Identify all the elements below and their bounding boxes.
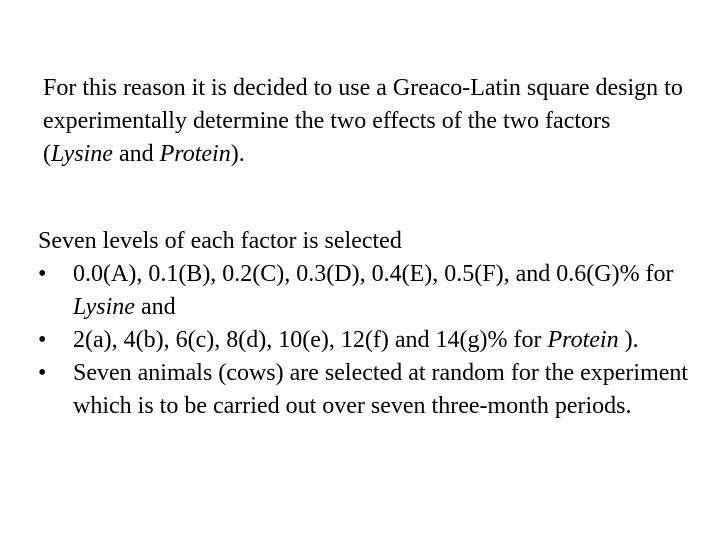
list-item-tail: ). — [618, 327, 639, 353]
list-item-lysine-levels — [38, 258, 698, 324]
bullet-icon: • — [38, 360, 47, 386]
list-item-text: Seven animals (cows) are selected at random for the experiment which is to be carried out over seven three-month periods. — [73, 360, 689, 419]
intro-paragraph — [43, 72, 683, 171]
list-item-protein-levels — [38, 324, 698, 357]
list-item-text: 2(a), 4(b), 6(c), 8(d), 10(e), 12(f) and 14(g)% for — [73, 327, 548, 353]
levels-list — [38, 258, 698, 423]
list-item-italic: Lysine — [73, 294, 135, 320]
levels-section — [38, 225, 698, 423]
bullet-icon: • — [38, 261, 47, 287]
list-item-tail: and — [134, 294, 176, 320]
lysine-term: Lysine — [51, 141, 113, 167]
intro-text-start: For this reason it is decided to use a Greaco-Latin square design to experimentally determine the two effects of the two factors ( — [43, 75, 683, 167]
intro-and: and — [112, 141, 160, 167]
levels-heading: Seven levels of each factor is selected — [38, 228, 402, 254]
intro-text — [43, 72, 683, 171]
list-item-text: 0.0(A), 0.1(B), 0.2(C), 0.3(D), 0.4(E), 0.5(F), and 0.6(G)% for — [73, 261, 674, 287]
bullet-icon: • — [38, 327, 47, 353]
list-item-animals — [38, 357, 698, 423]
intro-text-end: ). — [230, 141, 245, 167]
list-item-italic: Protein — [547, 327, 619, 353]
protein-term: Protein — [159, 141, 231, 167]
